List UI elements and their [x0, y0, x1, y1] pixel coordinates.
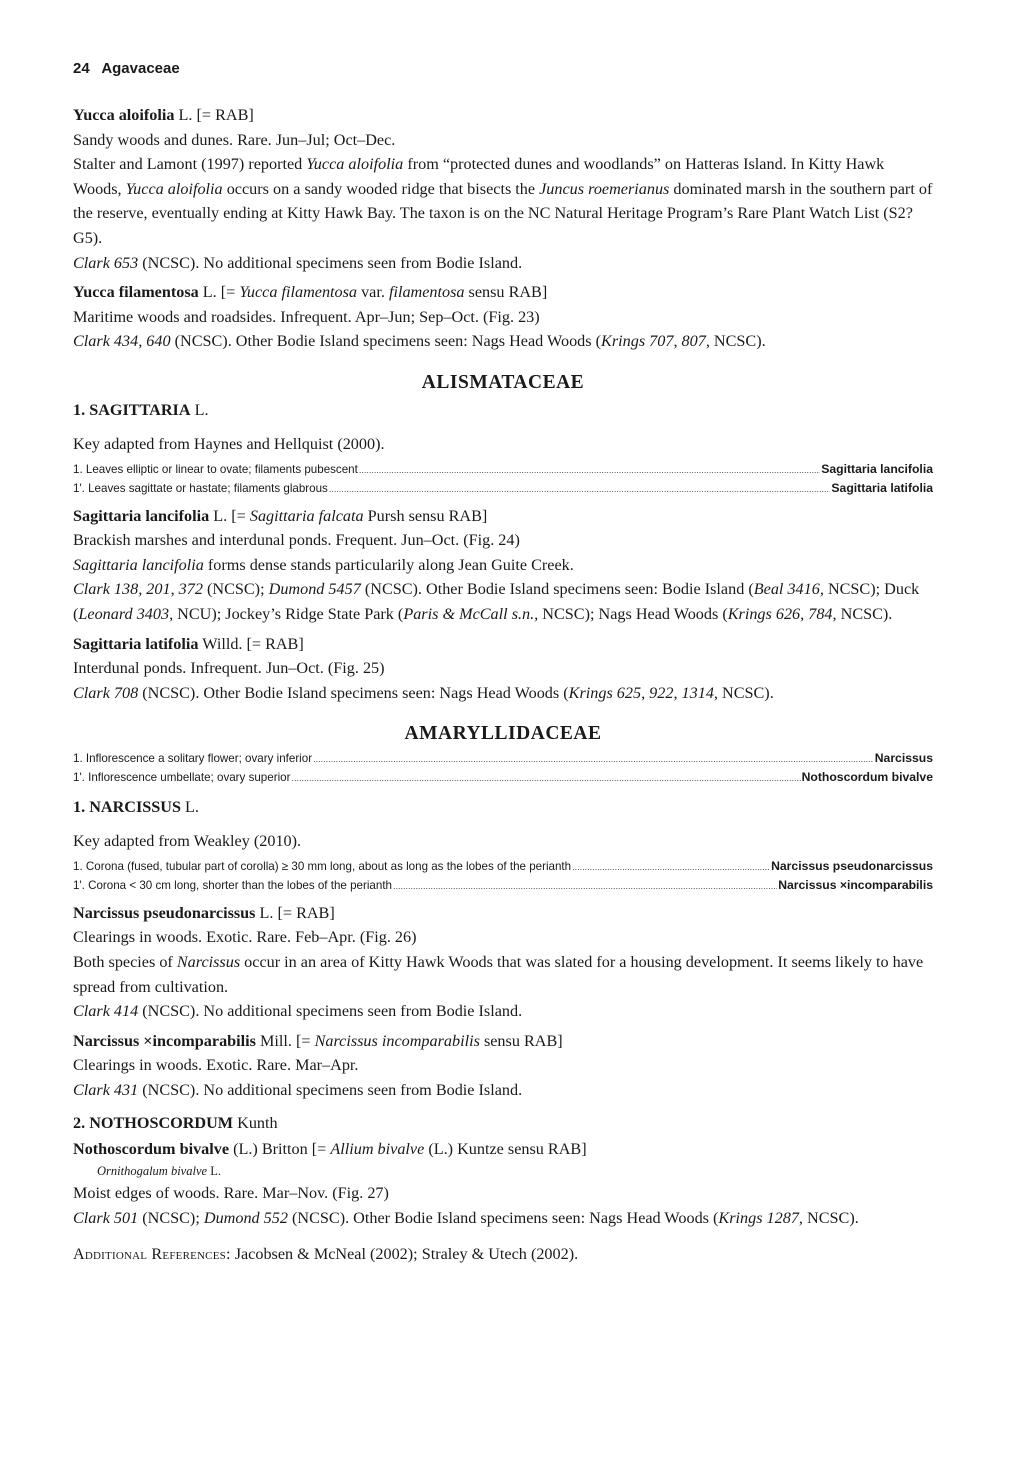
family-heading-amaryllidaceae: AMARYLLIDACEAE: [404, 723, 602, 745]
specimen-text: Clark 653 (NCSC). No additional specimens seen from Bodie Island.: [73, 253, 523, 272]
section-title: Agavaceae: [101, 60, 180, 77]
dichotomous-key-amaryllidaceae: [73, 749, 933, 787]
dichotomous-key-sagittaria: [73, 460, 933, 498]
species-heading: Yucca filamentosa L. [= Yucca filamentosa var. filamentosa sensu RAB]: [73, 283, 548, 302]
species-entry-yucca-filamentosa: [73, 280, 933, 354]
family-heading-alismataceae: ALISMATACEAE: [421, 371, 585, 393]
species-heading: Nothoscordum bivalve (L.) Britton [= Allium bivalve (L.) Kuntze sensu RAB]: [73, 1139, 587, 1158]
specimen-text: Clark 434, 640 (NCSC). Other Bodie Island specimens seen: Nags Head Woods (Krings 707, 807, NCSC).: [73, 332, 766, 351]
key-couplet: 1. Leaves elliptic or linear to ovate; filaments pubescent ..... Sagittaria lancifolia: [73, 460, 933, 479]
habitat-text: Moist edges of woods. Rare. Mar–Nov. (Fig. 27): [73, 1184, 389, 1203]
key-couplet: 1. Corona (fused, tubular part of corolla) ≥ 30 mm long, about as long as the lobes of the perianth ..... Narcissus pseudonarcissus: [73, 857, 933, 876]
species-entry-nothoscordum-bivalve: [73, 1137, 933, 1231]
species-entry-sagittaria-lancifolia: [73, 504, 933, 627]
species-entry-sagittaria-latifolia: [73, 632, 933, 706]
habitat-text: Brackish marshes and interdunal ponds. Frequent. Jun–Oct. (Fig. 24): [73, 531, 520, 550]
genus-heading-nothoscordum: 2. NOTHOSCORDUM Kunth: [73, 1113, 278, 1132]
habitat-text: Sandy woods and dunes. Rare. Jun–Jul; Oct–Dec.: [73, 130, 396, 149]
page-number: 24: [73, 60, 90, 77]
species-heading: Sagittaria lancifolia L. [= Sagittaria falcata Pursh sensu RAB]: [73, 506, 488, 525]
key-source: Key adapted from Haynes and Hellquist (2000).: [73, 434, 385, 453]
habitat-text: Clearings in woods. Exotic. Rare. Mar–Apr.: [73, 1056, 359, 1075]
basionym-line: Ornithogalum bivalve L.: [97, 1164, 221, 1179]
habitat-text: Clearings in woods. Exotic. Rare. Feb–Apr. (Fig. 26): [73, 928, 417, 947]
species-heading: Narcissus pseudonarcissus L. [= RAB]: [73, 903, 335, 922]
note-text: Both species of Narcissus occur in an area of Kitty Hawk Woods that was slated for a housing development. It seems likely to have spread from cultivation.: [73, 953, 924, 996]
key-couplet: 1'. Leaves sagittate or hastate; filaments glabrous ..... Sagittaria latifolia: [73, 479, 933, 498]
species-heading: Sagittaria latifolia Willd. [= RAB]: [73, 634, 304, 653]
genus-heading-sagittaria: 1. SAGITTARIA L.: [73, 400, 209, 419]
habitat-text: Interdunal ponds. Infrequent. Jun–Oct. (Fig. 25): [73, 659, 385, 678]
running-head: [73, 60, 933, 77]
species-heading: Yucca aloifolia L. [= RAB]: [73, 106, 254, 124]
specimen-text: Clark 414 (NCSC). No additional specimens seen from Bodie Island.: [73, 1002, 523, 1021]
dichotomous-key-narcissus: [73, 857, 933, 895]
specimen-text: Clark 501 (NCSC); Dumond 552 (NCSC). Other Bodie Island specimens seen: Nags Head Woods (Krings 1287, NCSC).: [73, 1208, 859, 1227]
key-couplet: 1'. Corona < 30 cm long, shorter than the lobes of the perianth ..... Narcissus ×incomparabilis: [73, 876, 933, 895]
genus-heading-narcissus: 1. NARCISSUS L.: [73, 798, 199, 817]
species-entry-narcissus-pseudonarcissus: [73, 901, 933, 1024]
key-source: Key adapted from Weakley (2010).: [73, 832, 302, 851]
document-page: [73, 60, 933, 1267]
species-entry-narcissus-incomparabilis: [73, 1029, 933, 1103]
key-couplet: 1. Inflorescence a solitary flower; ovary inferior ..... Narcissus: [73, 749, 933, 768]
specimen-text: Clark 708 (NCSC). Other Bodie Island specimens seen: Nags Head Woods (Krings 625, 922, 1314, NCSC).: [73, 683, 774, 702]
note-text: Sagittaria lancifolia forms dense stands particularily along Jean Guite Creek.: [73, 555, 574, 574]
key-couplet: 1'. Inflorescence umbellate; ovary superior ..... Nothoscordum bivalve: [73, 768, 933, 787]
specimen-text: Clark 431 (NCSC). No additional specimens seen from Bodie Island.: [73, 1081, 523, 1100]
additional-references: Additional References: Jacobsen & McNeal (2002); Straley & Utech (2002).: [73, 1245, 579, 1264]
note-text: Stalter and Lamont (1997) reported Yucca aloifolia from “protected dunes and woodlands” on Hatteras Island. In Kitty Hawk Woods, Yucca aloifolia occurs on a sandy wooded ridge that bisects the Juncus roemerianus dominated marsh in the southern part of the reserve, eventually ending at Kitty Hawk Bay. The taxon is on the NC Natural Heritage Program’s Rare Plant Watch List (S2? G5).: [73, 155, 933, 247]
species-entry-yucca-aloifolia: [73, 103, 933, 275]
species-heading: Narcissus ×incomparabilis Mill. [= Narcissus incomparabilis sensu RAB]: [73, 1031, 563, 1050]
habitat-text: Maritime woods and roadsides. Infrequent. Apr–Jun; Sep–Oct. (Fig. 23): [73, 307, 540, 326]
specimen-text: Clark 138, 201, 372 (NCSC); Dumond 5457 (NCSC). Other Bodie Island specimens seen: Bodie Island (Beal 3416, NCSC); Duck (Leonard 3403, NCU); Jockey’s Ridge State Park (Paris & McCall s.n., NCSC); Nags Head Woods (Krings 626, 784, NCSC).: [73, 580, 920, 623]
